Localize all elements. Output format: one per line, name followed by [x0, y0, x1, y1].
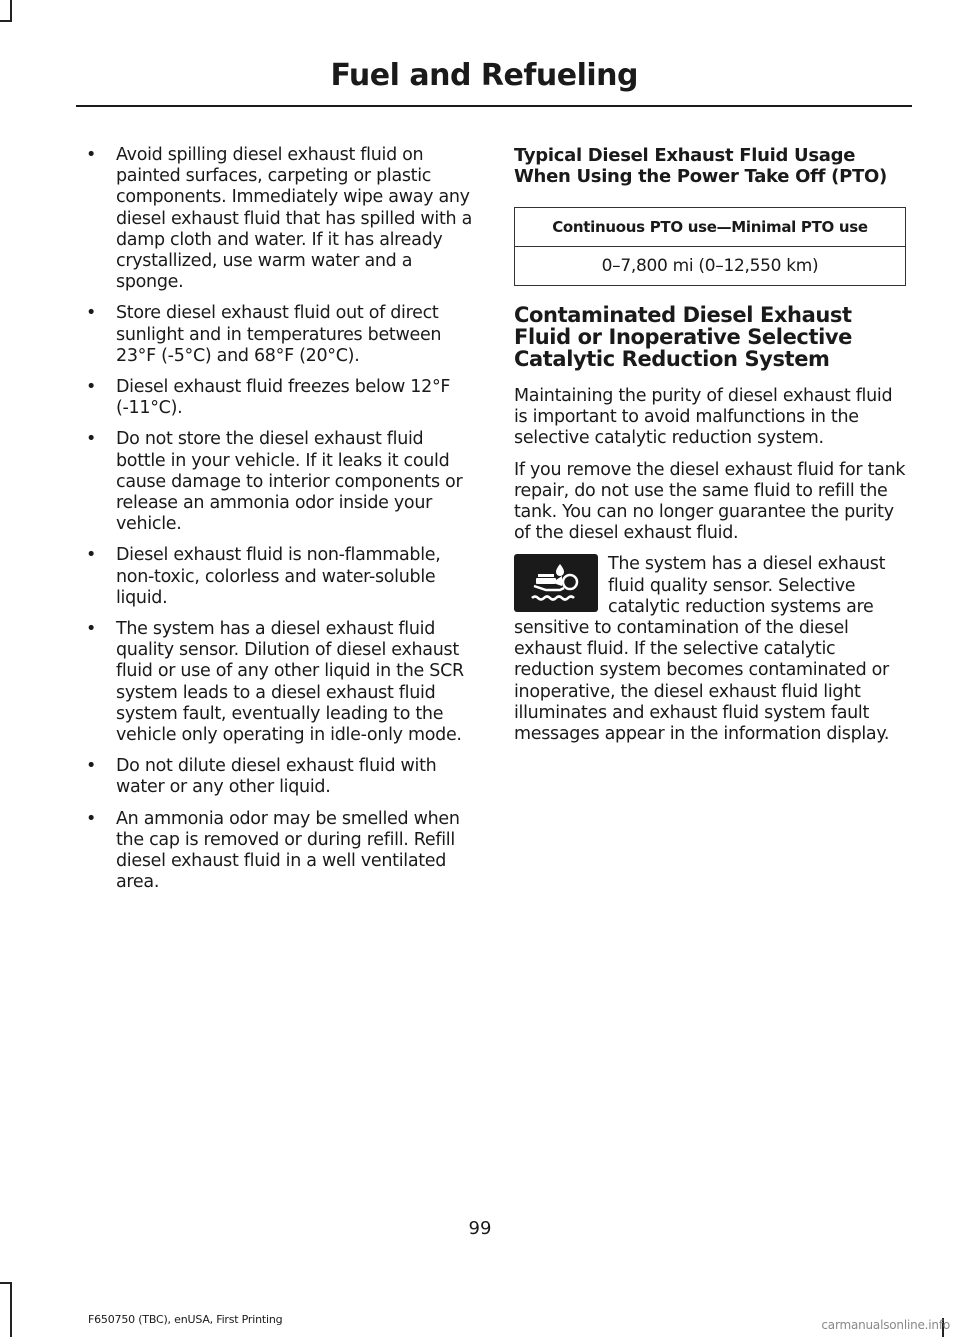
paragraph-with-icon: The system has a diesel exhaust fluid quality sensor. Selective catalytic reduction systems are sensitive to contamination of the diesel exhaust fluid. If the selective catalytic reduction system becomes contaminated or inoperative, the diesel exhaust fluid light illuminates and exhaust fluid system fault messages appear in the information display.	[514, 554, 890, 745]
bullet-marker: •	[86, 145, 97, 165]
bullet-marker: •	[86, 303, 97, 324]
list-item: • Diesel exhaust fluid freezes below 12°F (-11°C).	[86, 377, 451, 419]
diesel-exhaust-fluid-warning-icon	[514, 554, 598, 612]
list-item: • The system has a diesel exhaust fluid quality sensor. Dilution of diesel exhaust fluid or use of any other liquid in the SCR system leads to a diesel exhaust fluid system fault, eventually leading to the vehicle only operating in idle-only mode.	[86, 619, 464, 746]
watermark: carmanualsonline.info	[821, 1318, 950, 1332]
list-item: • Do not store the diesel exhaust fluid bottle in your vehicle. If it leaks it could cause damage to interior components or release an ammonia odor inside your vehicle.	[86, 429, 463, 535]
list-item: • Do not dilute diesel exhaust fluid with water or any other liquid.	[86, 756, 437, 798]
left-column	[86, 145, 476, 904]
section-heading: Contaminated Diesel Exhaust Fluid or Inoperative Selective Catalytic Reduction System	[514, 303, 853, 371]
crop-mark-top-left-v	[10, 0, 12, 22]
bullet-marker: •	[86, 756, 97, 777]
edition-info: F650750 (TBC), enUSA, First Printing	[88, 1313, 283, 1326]
paragraph: If you remove the diesel exhaust fluid for tank repair, do not use the same fluid to refill the tank. You can no longer guarantee the purity of the diesel exhaust fluid.	[514, 459, 906, 544]
right-column	[514, 145, 908, 755]
list-item: • Avoid spilling diesel exhaust fluid on painted surfaces, carpeting or plastic components. Immediately wipe away any diesel exhaust fluid that has spilled with a damp cloth and water. If it has already crystallized, use warm water and a sponge.	[86, 145, 473, 293]
bullet-marker: •	[86, 619, 97, 640]
pto-table-heading: Typical Diesel Exhaust Fluid Usage When Using the Power Take Off (PTO)	[514, 145, 887, 187]
crop-mark-bottom-left-h	[0, 1282, 12, 1284]
page-title: Fuel and Refueling	[330, 58, 638, 93]
bullet-marker: •	[86, 545, 97, 566]
crop-mark-bottom-left-v	[10, 1282, 12, 1337]
page-number: 99	[468, 1218, 492, 1239]
list-item: • Store diesel exhaust fluid out of direct sunlight and in temperatures between 23°F (-5°C) and 68°F (20°C).	[86, 303, 442, 366]
table-header: Continuous PTO use—Minimal PTO use	[515, 208, 906, 247]
bullet-marker: •	[86, 377, 97, 398]
crop-mark-top-left-h	[0, 20, 12, 22]
list-item: • An ammonia odor may be smelled when the cap is removed or during refill. Refill diesel exhaust fluid in a well ventilated area.	[86, 808, 460, 893]
bullet-marker: •	[86, 429, 97, 450]
list-item: • Diesel exhaust fluid is non-flammable, non-toxic, colorless and water-soluble liquid.	[86, 545, 441, 608]
table-cell: 0–7,800 mi (0–12,550 km)	[515, 247, 906, 286]
paragraph: Maintaining the purity of diesel exhaust fluid is important to avoid malfunctions in the selective catalytic reduction system.	[514, 386, 893, 449]
precautions-list	[86, 145, 476, 894]
pto-usage-table	[514, 207, 906, 286]
bullet-marker: •	[86, 808, 97, 829]
header-divider	[76, 105, 912, 107]
